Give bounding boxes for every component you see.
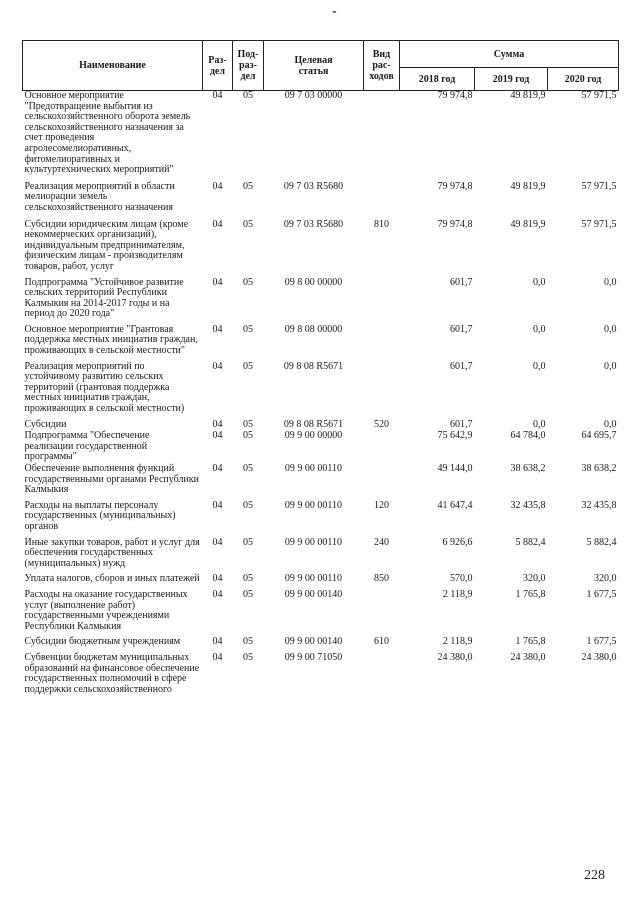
table-row bbox=[23, 220, 619, 278]
cell-target: 09 7 03 R5680 bbox=[283, 180, 344, 192]
cell-name: Субвенции бюджетам муниципальных образований на финансовое обеспечение государственных полномочий в сфере поддержки сельскохозяйственного bbox=[24, 651, 200, 695]
cell-name: Расходы на выплаты персоналу государственных (муниципальных) органов bbox=[24, 499, 176, 532]
cell-amount-2019: 24 380,0 bbox=[510, 651, 546, 663]
header-subsection: Под- раз- дел bbox=[233, 41, 264, 91]
cell-amount-2020: 0,0 bbox=[604, 360, 617, 372]
cell-target: 09 9 00 71050 bbox=[284, 651, 343, 663]
table-row bbox=[23, 325, 619, 362]
cell-amount-2019: 49 819,9 bbox=[510, 180, 546, 192]
cell-name: Иные закупки товаров, работ и услуг для обеспечения государственных (муниципальных) нужд bbox=[24, 536, 200, 569]
cell-name: Основное мероприятие "Грантовая поддержка местных инициатив граждан, проживающих в сельской местности" bbox=[24, 323, 198, 357]
table-row bbox=[23, 653, 619, 700]
cell-amount-2019: 32 435,8 bbox=[510, 499, 546, 511]
cell-amount-2018: 601,7 bbox=[450, 360, 473, 372]
cell-expense-type: 810 bbox=[374, 218, 389, 230]
cell-amount-2019: 1 765,8 bbox=[515, 636, 546, 648]
cell-subsection: 05 bbox=[243, 636, 253, 648]
cell-target: 09 9 00 00110 bbox=[284, 499, 343, 511]
header-year-2018: 2018 год bbox=[400, 68, 475, 91]
table-row bbox=[23, 182, 619, 220]
header-year-2019: 2019 год bbox=[475, 68, 548, 91]
cell-name: Уплата налогов, сборов и иных платежей bbox=[24, 573, 200, 585]
cell-amount-2020: 64 695,7 bbox=[581, 430, 617, 442]
cell-target: 09 8 08 00000 bbox=[284, 323, 343, 335]
cell-target: 09 9 00 00110 bbox=[284, 536, 343, 548]
cell-subsection: 05 bbox=[243, 360, 253, 372]
cell-section: 04 bbox=[212, 636, 223, 648]
table-row bbox=[23, 278, 619, 325]
cell-expense-type: 240 bbox=[374, 536, 389, 548]
cell-section: 04 bbox=[212, 573, 223, 585]
cell-subsection: 05 bbox=[243, 573, 253, 585]
cell-amount-2020: 57 971,5 bbox=[581, 90, 617, 101]
cell-name: Реализация мероприятий по устойчивому развитию сельских территорий (грантовая поддержка местных инициатив граждан, проживающих в сельской местности) bbox=[24, 360, 185, 415]
cell-section: 04 bbox=[212, 430, 223, 442]
cell-subsection: 05 bbox=[243, 588, 253, 600]
cell-amount-2019: 1 765,8 bbox=[515, 588, 546, 600]
cell-subsection: 05 bbox=[243, 651, 253, 663]
cell-amount-2018: 601,7 bbox=[450, 276, 473, 288]
cell-amount-2019: 0,0 bbox=[533, 418, 546, 430]
header-section: Раз- дел bbox=[203, 41, 233, 91]
cell-section: 04 bbox=[212, 588, 223, 600]
table-row bbox=[23, 431, 619, 464]
cell-target: 09 8 08 R5671 bbox=[283, 418, 344, 430]
cell-name: Субсидии юридическим лицам (кроме некоммерческих организаций), индивидуальным предпринимателям, физическим лицам - производителям товаров, работ, услуг bbox=[24, 218, 189, 272]
cell-target: 09 7 03 R5680 bbox=[283, 218, 344, 230]
cell-amount-2018: 2 118,9 bbox=[442, 636, 473, 648]
cell-amount-2018: 24 380,0 bbox=[437, 651, 473, 663]
cell-subsection: 05 bbox=[243, 180, 253, 192]
cell-amount-2018: 41 647,4 bbox=[437, 499, 473, 511]
cell-amount-2020: 5 882,4 bbox=[586, 536, 617, 548]
cell-target: 09 9 00 00000 bbox=[284, 430, 343, 442]
cell-amount-2020: 320,0 bbox=[594, 573, 617, 585]
cell-section: 04 bbox=[212, 276, 223, 288]
header-target: Целевая статья bbox=[264, 41, 364, 91]
cell-amount-2019: 0,0 bbox=[533, 323, 546, 335]
table-row bbox=[23, 91, 619, 182]
page-number: 228 bbox=[584, 868, 605, 883]
cell-section: 04 bbox=[212, 651, 223, 663]
cell-amount-2019: 0,0 bbox=[533, 360, 546, 372]
cell-name: Реализация мероприятий в области мелиорации земель сельскохозяйственного назначения bbox=[24, 180, 175, 213]
cell-subsection: 05 bbox=[243, 323, 253, 335]
cell-section: 04 bbox=[212, 536, 223, 548]
cell-target: 09 9 00 00110 bbox=[284, 573, 343, 585]
header-expense-type: Вид рас- ходов bbox=[364, 41, 400, 91]
cell-section: 04 bbox=[212, 90, 223, 101]
cell-expense-type bbox=[364, 431, 400, 464]
cell-expense-type bbox=[364, 362, 400, 420]
cell-amount-2018: 2 118,9 bbox=[442, 588, 473, 600]
cell-subsection: 05 bbox=[243, 536, 253, 548]
table-row bbox=[23, 538, 619, 575]
cell-section: 04 bbox=[212, 180, 223, 192]
cell-expense-type bbox=[364, 590, 400, 637]
cell-amount-2020: 57 971,5 bbox=[581, 180, 617, 192]
cell-amount-2020: 1 677,5 bbox=[586, 636, 617, 648]
cell-subsection: 05 bbox=[243, 463, 253, 474]
cell-target: 09 9 00 00140 bbox=[284, 588, 343, 600]
cell-subsection: 05 bbox=[243, 218, 253, 230]
cell-amount-2019: 5 882,4 bbox=[515, 536, 546, 548]
cell-target: 09 9 00 00140 bbox=[284, 636, 343, 648]
cell-section: 04 bbox=[212, 499, 223, 511]
cell-target: 09 7 03 00000 bbox=[284, 90, 343, 101]
table-row bbox=[23, 362, 619, 420]
cell-expense-type: 850 bbox=[374, 573, 389, 585]
cell-amount-2019: 49 819,9 bbox=[510, 90, 546, 101]
cell-expense-type bbox=[364, 325, 400, 362]
cell-subsection: 05 bbox=[243, 499, 253, 511]
table-row bbox=[23, 590, 619, 637]
cell-name: Субсидии bbox=[24, 418, 67, 430]
cell-name: Обеспечение выполнения функций государственными органами Республики Калмыкия bbox=[24, 463, 199, 496]
cell-amount-2020: 0,0 bbox=[604, 276, 617, 288]
cell-subsection: 05 bbox=[243, 418, 253, 430]
table-row bbox=[23, 464, 619, 501]
cell-target: 09 8 00 00000 bbox=[284, 276, 343, 288]
cell-expense-type bbox=[364, 464, 400, 501]
cell-amount-2020: 1 677,5 bbox=[586, 588, 617, 600]
table-body bbox=[23, 91, 619, 701]
cell-section: 04 bbox=[212, 323, 223, 335]
cell-amount-2018: 79 974,8 bbox=[437, 218, 473, 230]
cell-name: Основное мероприятие "Предотвращение выбытия из сельскохозяйственного оборота земель сельскохозяйственного назначения за счет проведения агролесомелиоративных, фитомелиоративных и культуртехнических мероприятий" bbox=[24, 90, 191, 176]
cell-amount-2020: 32 435,8 bbox=[581, 499, 617, 511]
table-row bbox=[23, 574, 619, 590]
table-header bbox=[23, 41, 619, 91]
cell-amount-2019: 320,0 bbox=[523, 573, 546, 585]
cell-subsection: 05 bbox=[243, 276, 253, 288]
cell-target: 09 8 08 R5671 bbox=[283, 360, 344, 372]
cell-amount-2018: 601,7 bbox=[450, 323, 473, 335]
cell-amount-2019: 38 638,2 bbox=[510, 463, 546, 474]
cell-amount-2020: 38 638,2 bbox=[581, 463, 617, 474]
cell-amount-2020: 0,0 bbox=[604, 323, 617, 335]
cell-name: Субсидии бюджетным учреждениям bbox=[24, 636, 181, 648]
cell-amount-2018: 79 974,8 bbox=[437, 90, 473, 101]
cell-subsection: 05 bbox=[243, 90, 253, 101]
cell-amount-2019: 49 819,9 bbox=[510, 218, 546, 230]
cell-expense-type bbox=[364, 278, 400, 325]
cell-amount-2019: 64 784,0 bbox=[510, 430, 546, 442]
cell-amount-2020: 24 380,0 bbox=[581, 651, 617, 663]
cell-amount-2018: 570,0 bbox=[450, 573, 473, 585]
header-year-2020: 2020 год bbox=[548, 68, 619, 91]
cell-section: 04 bbox=[212, 218, 223, 230]
cell-amount-2018: 49 144,0 bbox=[437, 463, 473, 474]
cell-subsection: 05 bbox=[243, 430, 253, 442]
cell-name: Подпрограмма "Устойчивое развитие сельских территорий Республики Калмыкия на 2014-2017 годы и на период до 2020 года" bbox=[24, 276, 184, 320]
cell-section: 04 bbox=[212, 463, 223, 474]
cell-amount-2020: 0,0 bbox=[604, 418, 617, 430]
cell-expense-type bbox=[364, 182, 400, 220]
cell-name: Расходы на оказание государственных услуг (выполнение работ) государственными учреждениями Республики Калмыкия bbox=[24, 588, 188, 632]
cell-expense-type bbox=[364, 91, 400, 182]
cell-amount-2018: 79 974,8 bbox=[437, 180, 473, 192]
cell-expense-type: 520 bbox=[374, 418, 389, 430]
cell-amount-2020: 57 971,5 bbox=[581, 218, 617, 230]
cell-target: 09 9 00 00110 bbox=[284, 463, 343, 474]
cell-expense-type: 120 bbox=[374, 499, 389, 511]
table-row bbox=[23, 501, 619, 538]
cell-section: 04 bbox=[212, 418, 223, 430]
top-mark: - bbox=[332, 4, 337, 19]
cell-section: 04 bbox=[212, 360, 223, 372]
cell-amount-2019: 0,0 bbox=[533, 276, 546, 288]
header-name: Наименование bbox=[23, 41, 203, 91]
cell-amount-2018: 6 926,6 bbox=[442, 536, 473, 548]
cell-amount-2018: 601,7 bbox=[450, 418, 473, 430]
cell-expense-type: 610 bbox=[374, 636, 389, 648]
table-row bbox=[23, 637, 619, 653]
cell-amount-2018: 75 642,9 bbox=[437, 430, 473, 442]
header-sum: Сумма bbox=[400, 41, 619, 68]
cell-expense-type bbox=[364, 653, 400, 700]
cell-name: Подпрограмма "Обеспечение реализации государственной программы" bbox=[24, 430, 150, 463]
budget-table bbox=[22, 40, 619, 700]
